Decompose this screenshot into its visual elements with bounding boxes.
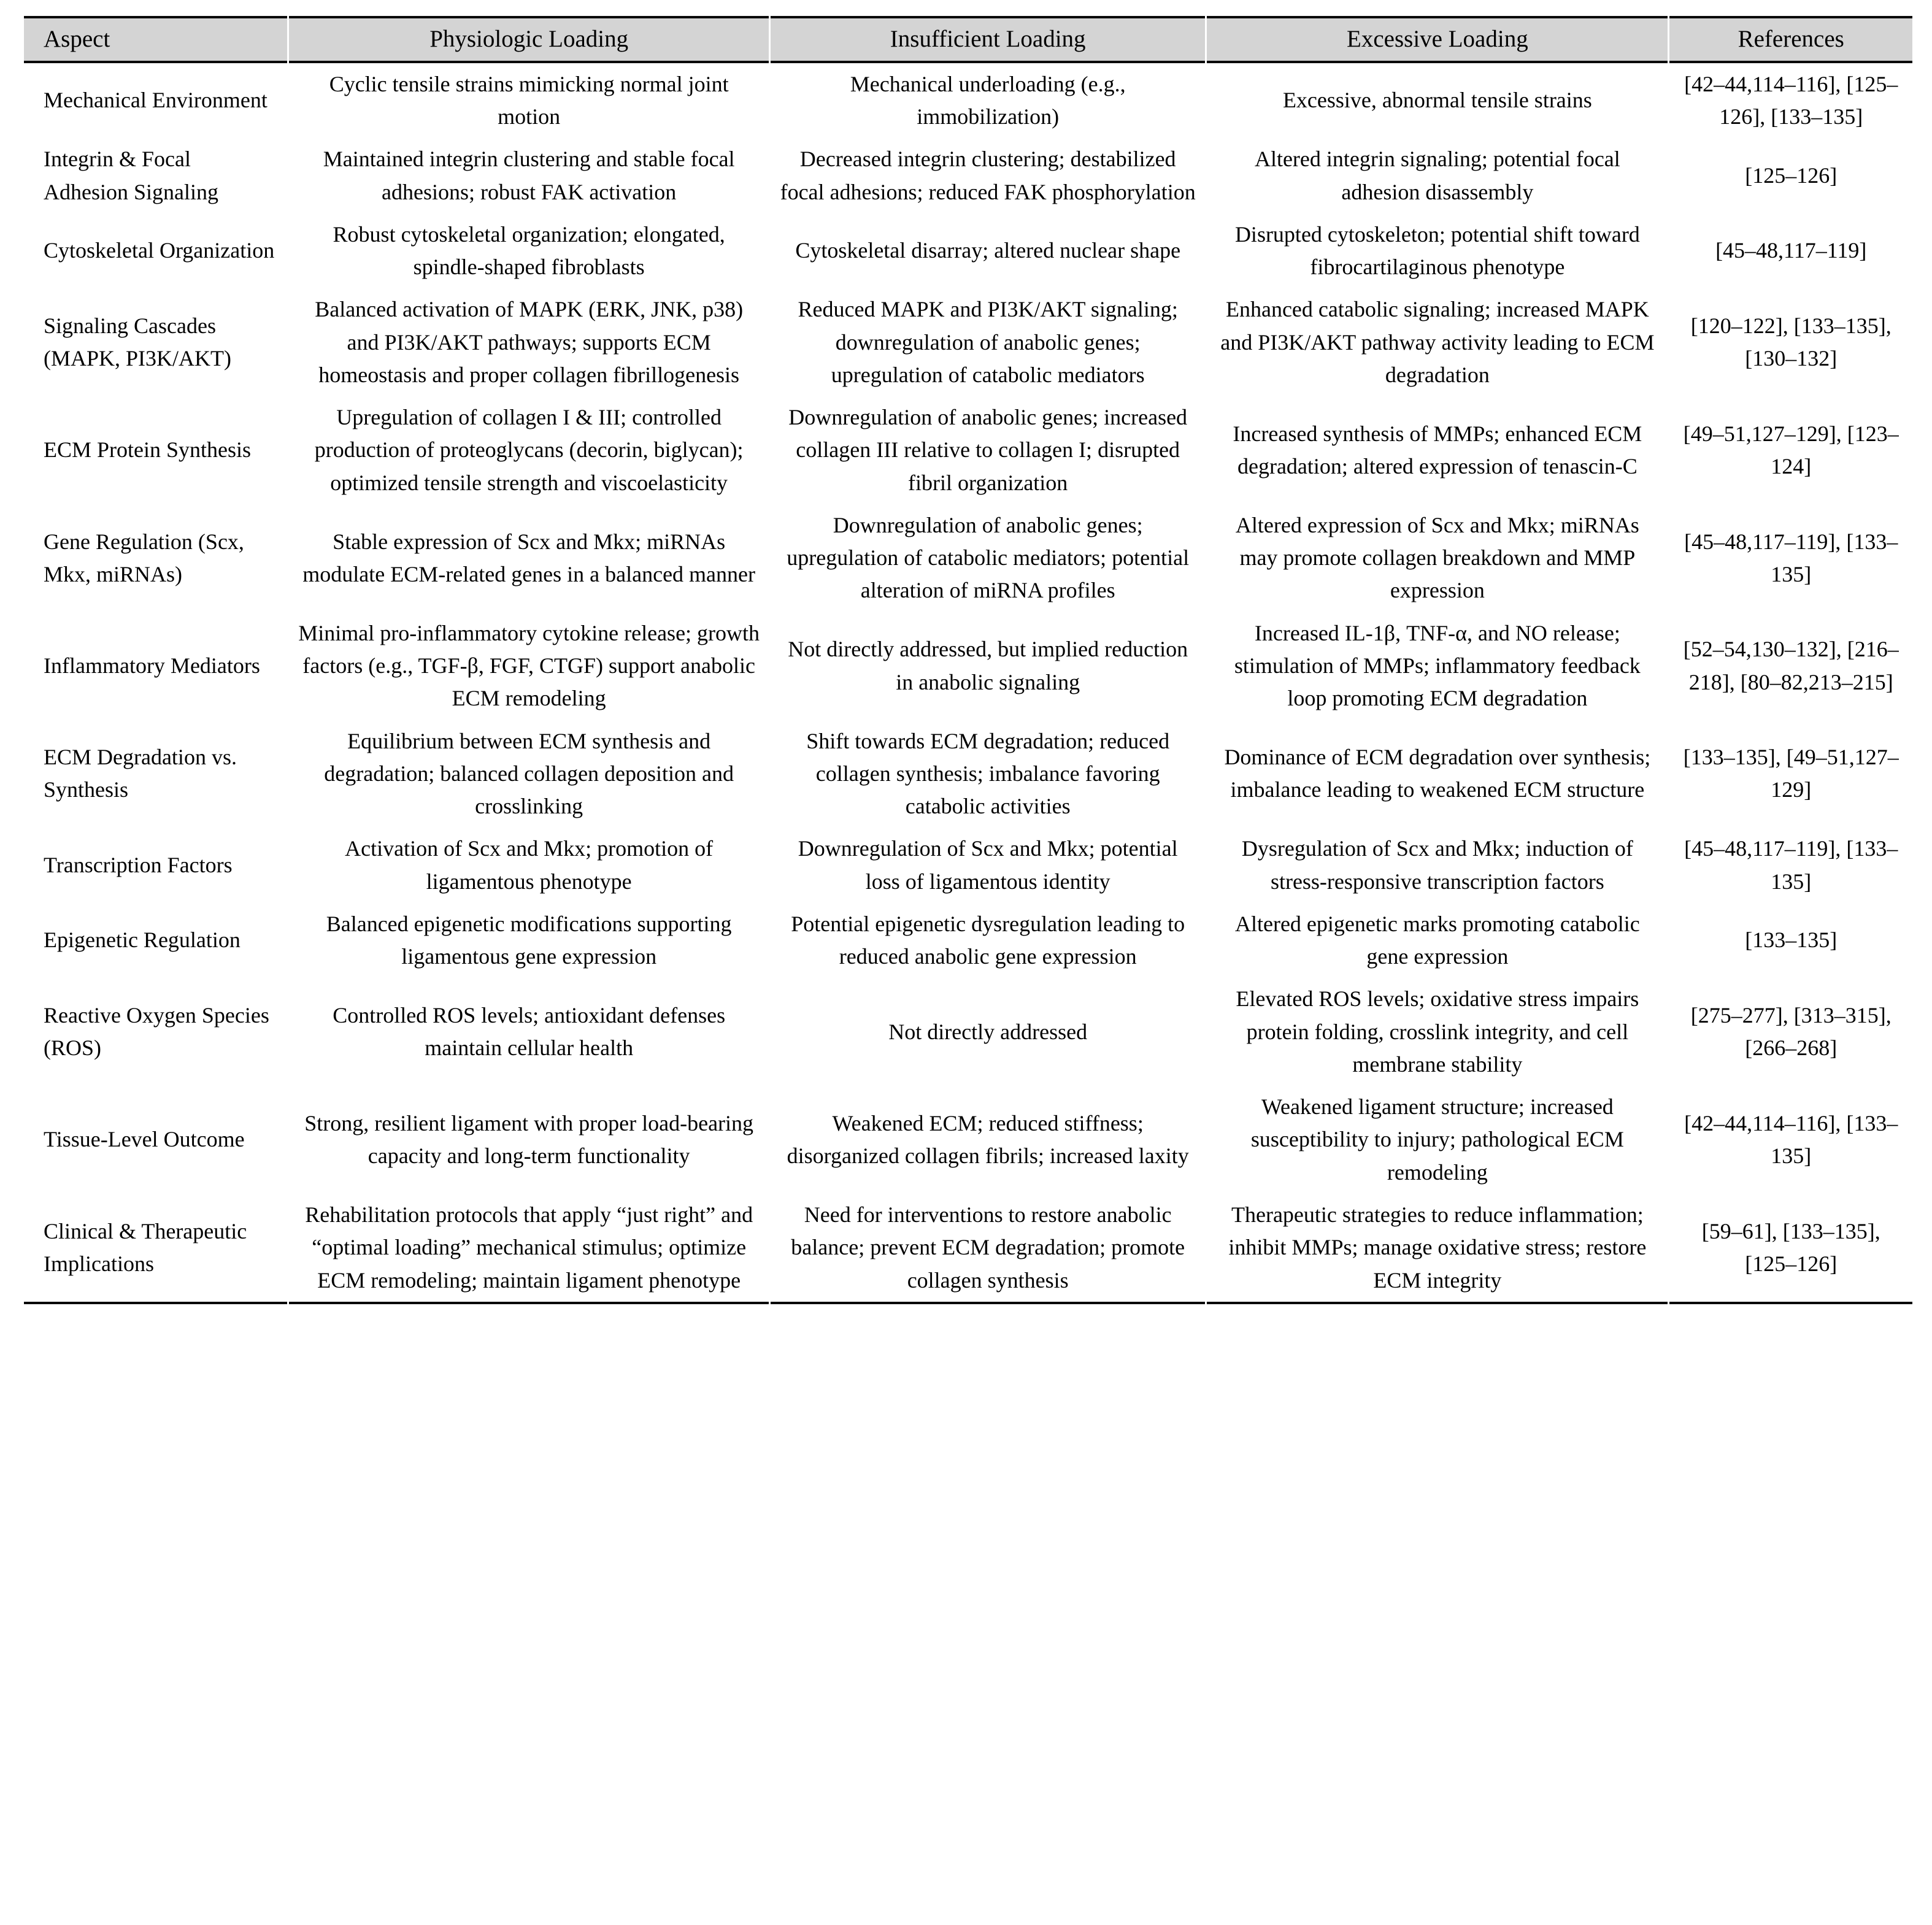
- aspect-cell: Inflammatory Mediators: [44, 653, 260, 678]
- physiologic-cell: Maintained integrin clustering and stable focal adhesions; robust FAK activation: [323, 147, 735, 204]
- references-cell: [275–277], [313–315], [266–268]: [1690, 1003, 1892, 1061]
- references-cell: [49–51,127–129], [123–124]: [1683, 421, 1899, 479]
- physiologic-cell: Stable expression of Scx and Mkx; miRNAs modulate ECM-related genes in a balanced manner: [302, 529, 755, 586]
- aspect-cell: Cytoskeletal Organization: [44, 238, 275, 263]
- references-cell: [125–126]: [1745, 163, 1838, 188]
- references-cell: [133–135]: [1745, 928, 1838, 953]
- physiologic-cell: Robust cytoskeletal organization; elongated, spindle-shaped fibroblasts: [333, 221, 725, 280]
- references-cell: [52–54,130–132], [216–218], [80–82,213–215]: [1683, 637, 1899, 694]
- excessive-cell: Enhanced catabolic signaling; increased MAPK and PI3K/AKT pathway activity leading to ECM degradation: [1220, 297, 1655, 387]
- excessive-cell: Disrupted cytoskeleton; potential shift toward fibrocartilaginous phenotype: [1234, 221, 1640, 280]
- excessive-cell: Weakened ligament structure; increased susceptibility to injury; pathological ECM remodeling: [1250, 1094, 1624, 1185]
- insufficient-cell: Decreased integrin clustering; destabilized focal adhesions; reduced FAK phosphorylation: [780, 147, 1196, 204]
- table-row: [24, 213, 1912, 289]
- table-row: [24, 720, 1912, 828]
- insufficient-cell: Shift towards ECM degradation; reduced collagen synthesis; imbalance favoring catabolic activities: [806, 728, 1170, 819]
- table-row: [24, 504, 1912, 612]
- excessive-cell: Altered integrin signaling; potential focal adhesion disassembly: [1254, 147, 1620, 204]
- physiologic-cell: Rehabilitation protocols that apply “just right” and “optimal loading” mechanical stimulus; optimize ECM remodeling; maintain ligament phenotype: [289, 1194, 769, 1304]
- insufficient-cell: Downregulation of anabolic genes; increased collagen III relative to collagen I; disrupted fibril organization: [788, 405, 1188, 495]
- table-row: [24, 138, 1912, 213]
- insufficient-cell: Weakened ECM; reduced stiffness; disorganized collagen fibrils; increased laxity: [787, 1110, 1189, 1169]
- references-cell: [45–48,117–119], [133–135]: [1684, 836, 1898, 894]
- column-header-aspect: Aspect: [24, 16, 287, 63]
- aspect-cell: Integrin & Focal Adhesion Signaling: [44, 147, 218, 204]
- aspect-cell: Tissue-Level Outcome: [44, 1127, 245, 1152]
- table-row: [24, 612, 1912, 720]
- excessive-cell: Increased synthesis of MMPs; enhanced ECM degradation; altered expression of tenascin-C: [1233, 421, 1642, 479]
- physiologic-cell: Balanced epigenetic modifications supporting ligamentous gene expression: [326, 911, 732, 969]
- references-cell: [133–135], [49–51,127–129]: [1683, 745, 1899, 802]
- physiologic-cell: Cyclic tensile strains mimicking normal joint motion: [329, 71, 729, 129]
- insufficient-cell: Cytoskeletal disarray; altered nuclear shape: [795, 238, 1181, 263]
- table-row: [24, 396, 1912, 504]
- excessive-cell: Increased IL-1β, TNF-α, and NO release; stimulation of MMPs; inflammatory feedback loop promoting ECM degradation: [1234, 620, 1641, 711]
- aspect-cell: Mechanical Environment: [44, 88, 267, 113]
- excessive-cell: Altered expression of Scx and Mkx; miRNAs may promote collagen breakdown and MMP expression: [1235, 512, 1639, 603]
- insufficient-cell: Not directly addressed, but implied reduction in anabolic signaling: [788, 637, 1188, 694]
- excessive-cell: Therapeutic strategies to reduce inflammation; inhibit MMPs; manage oxidative stress; restore ECM integrity: [1207, 1194, 1668, 1304]
- aspect-cell: Transcription Factors: [44, 852, 233, 877]
- table-row: [24, 828, 1912, 903]
- physiologic-cell: Balanced activation of MAPK (ERK, JNK, p38) and PI3K/AKT pathways; supports ECM homeostasis and proper collagen fibrillogenesis: [315, 297, 744, 387]
- insufficient-cell: Reduced MAPK and PI3K/AKT signaling; downregulation of anabolic genes; upregulation of catabolic mediators: [798, 297, 1178, 387]
- physiologic-cell: Minimal pro-inflammatory cytokine release; growth factors (e.g., TGF-β, FGF, CTGF) support anabolic ECM remodeling: [298, 620, 760, 711]
- table-row: [24, 978, 1912, 1086]
- table-row: [24, 1194, 1912, 1304]
- aspect-cell: Clinical & Therapeutic Implications: [24, 1194, 287, 1304]
- excessive-cell: Dominance of ECM degradation over synthesis; imbalance leading to weakened ECM structure: [1224, 745, 1651, 802]
- table-row: [24, 903, 1912, 978]
- table-header-row: [24, 16, 1912, 63]
- physiologic-cell: Controlled ROS levels; antioxidant defenses maintain cellular health: [333, 1003, 726, 1061]
- table-row: [24, 1086, 1912, 1194]
- excessive-cell: Altered epigenetic marks promoting catabolic gene expression: [1234, 911, 1640, 969]
- aspect-cell: Gene Regulation (Scx, Mkx, miRNAs): [44, 529, 244, 586]
- physiologic-cell: Strong, resilient ligament with proper load-bearing capacity and long-term functionality: [304, 1110, 754, 1169]
- physiologic-cell: Activation of Scx and Mkx; promotion of ligamentous phenotype: [345, 836, 714, 894]
- aspect-cell: Reactive Oxygen Species (ROS): [44, 1003, 269, 1061]
- table-row: [24, 63, 1912, 139]
- column-header-references: References: [1669, 16, 1912, 63]
- loading-comparison-table: [22, 16, 1914, 1304]
- insufficient-cell: Need for interventions to restore anabolic balance; prevent ECM degradation; promote collagen synthesis: [771, 1194, 1205, 1304]
- excessive-cell: Elevated ROS levels; oxidative stress impairs protein folding, crosslink integrity, and cell membrane stability: [1236, 986, 1639, 1077]
- column-header-excessive: Excessive Loading: [1207, 16, 1668, 63]
- insufficient-cell: Mechanical underloading (e.g., immobilization): [850, 71, 1126, 129]
- references-cell: [42–44,114–116], [125–126], [133–135]: [1684, 71, 1898, 129]
- insufficient-cell: Not directly addressed: [888, 1019, 1088, 1044]
- references-cell: [59–61], [133–135], [125–126]: [1669, 1194, 1912, 1304]
- references-cell: [42–44,114–116], [133–135]: [1684, 1110, 1898, 1169]
- insufficient-cell: Downregulation of Scx and Mkx; potential loss of ligamentous identity: [798, 836, 1178, 894]
- column-header-insufficient: Insufficient Loading: [771, 16, 1205, 63]
- column-header-physiologic: Physiologic Loading: [289, 16, 769, 63]
- excessive-cell: Dysregulation of Scx and Mkx; induction of stress-responsive transcription factors: [1241, 836, 1633, 894]
- references-cell: [45–48,117–119], [133–135]: [1684, 529, 1898, 586]
- physiologic-cell: Equilibrium between ECM synthesis and degradation; balanced collagen deposition and crosslinking: [324, 728, 734, 819]
- insufficient-cell: Potential epigenetic dysregulation leading to reduced anabolic gene expression: [791, 911, 1185, 969]
- physiologic-cell: Upregulation of collagen I & III; controlled production of proteoglycans (decorin, biglycan); optimized tensile strength and viscoelasticity: [314, 405, 744, 495]
- excessive-cell: Excessive, abnormal tensile strains: [1282, 88, 1592, 113]
- insufficient-cell: Downregulation of anabolic genes; upregulation of catabolic mediators; potential alteration of miRNA profiles: [787, 512, 1190, 603]
- aspect-cell: ECM Degradation vs. Synthesis: [44, 745, 237, 802]
- references-cell: [120–122], [133–135], [130–132]: [1690, 313, 1892, 371]
- table-row: [24, 288, 1912, 396]
- aspect-cell: Epigenetic Regulation: [44, 928, 241, 953]
- aspect-cell: ECM Protein Synthesis: [44, 437, 252, 463]
- aspect-cell: Signaling Cascades (MAPK, PI3K/AKT): [44, 313, 231, 371]
- references-cell: [45–48,117–119]: [1715, 238, 1867, 263]
